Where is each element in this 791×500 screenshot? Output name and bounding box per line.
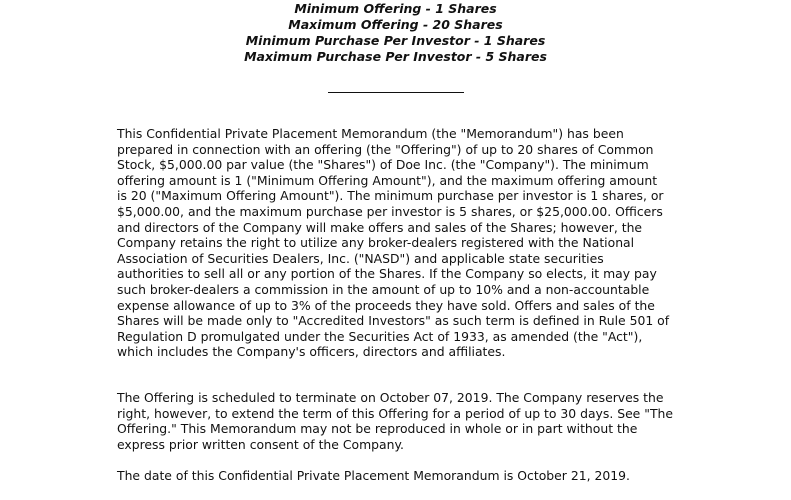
clipped-next-line xyxy=(117,494,637,500)
paragraph-line: prepared in connection with an offering (the "Offering") of up to 20 shares of Common xyxy=(117,141,654,157)
paragraph-line: Offering." This Memorandum may not be reproduced in whole or in part without the xyxy=(117,421,638,437)
paragraph-line: authorities to sell all or any portion of the Shares. If the Company so elects, it may pay xyxy=(117,266,657,282)
paragraph-line: This Confidential Private Placement Memorandum (the "Memorandum") has been xyxy=(117,126,624,141)
minimum-offering-line: Minimum Offering - 1 Shares xyxy=(294,1,497,16)
offering-summary xyxy=(0,1,791,65)
paragraph-line: and directors of the Company will make offers and sales of the Shares; however, the xyxy=(117,219,643,235)
paragraph-line: offering amount is 1 ("Minimum Offering Amount"), and the maximum offering amount xyxy=(117,172,658,188)
offering-term-paragraph xyxy=(117,390,682,452)
paragraph-line: The date of this Confidential Private Placement Memorandum is October 21, 2019. xyxy=(117,468,630,483)
paragraph-line: such broker-dealers a commission in the amount of up to 10% and a non-accountable xyxy=(117,281,650,297)
minimum-purchase-line: Minimum Purchase Per Investor - 1 Shares xyxy=(245,33,546,48)
paragraph-line: $5,000.00, and the maximum purchase per investor is 5 shares, or $25,000.00. Officers xyxy=(117,203,663,219)
memorandum-description-paragraph xyxy=(117,126,682,360)
paragraph-line: right, however, to extend the term of this Offering for a period of up to 30 days. See "The xyxy=(117,405,673,421)
paragraph-line: Company retains the right to utilize any broker-dealers registered with the National xyxy=(117,235,635,251)
paragraph-line: is 20 ("Maximum Offering Amount"). The minimum purchase per investor is 1 shares, or xyxy=(117,188,664,204)
maximum-offering-line: Maximum Offering - 20 Shares xyxy=(288,17,503,32)
paragraph-line: Stock, $5,000.00 par value (the "Shares") of Doe Inc. (the "Company"). The minimum xyxy=(117,157,649,173)
paragraph-line: Shares will be made only to "Accredited Investors" as such term is defined in Rule 501 of xyxy=(117,313,670,329)
paragraph-line: express prior written consent of the Company. xyxy=(117,436,404,452)
paragraph-line: Association of Securities Dealers, Inc. ("NASD") and applicable state securities xyxy=(117,250,604,266)
paragraph-line: The Offering is scheduled to terminate on October 07, 2019. The Company reserves the xyxy=(117,390,664,405)
paragraph-line: expense allowance of up to 3% of the proceeds they have sold. Offers and sales of the xyxy=(117,297,655,313)
paragraph-line: which includes the Company's officers, directors and affiliates. xyxy=(117,344,506,360)
memorandum-date-paragraph xyxy=(117,468,682,484)
separator-rule xyxy=(328,92,464,93)
maximum-purchase-line: Maximum Purchase Per Investor - 5 Shares xyxy=(244,49,547,64)
paragraph-line: Regulation D promulgated under the Securities Act of 1933, as amended (the "Act"), xyxy=(117,328,643,344)
